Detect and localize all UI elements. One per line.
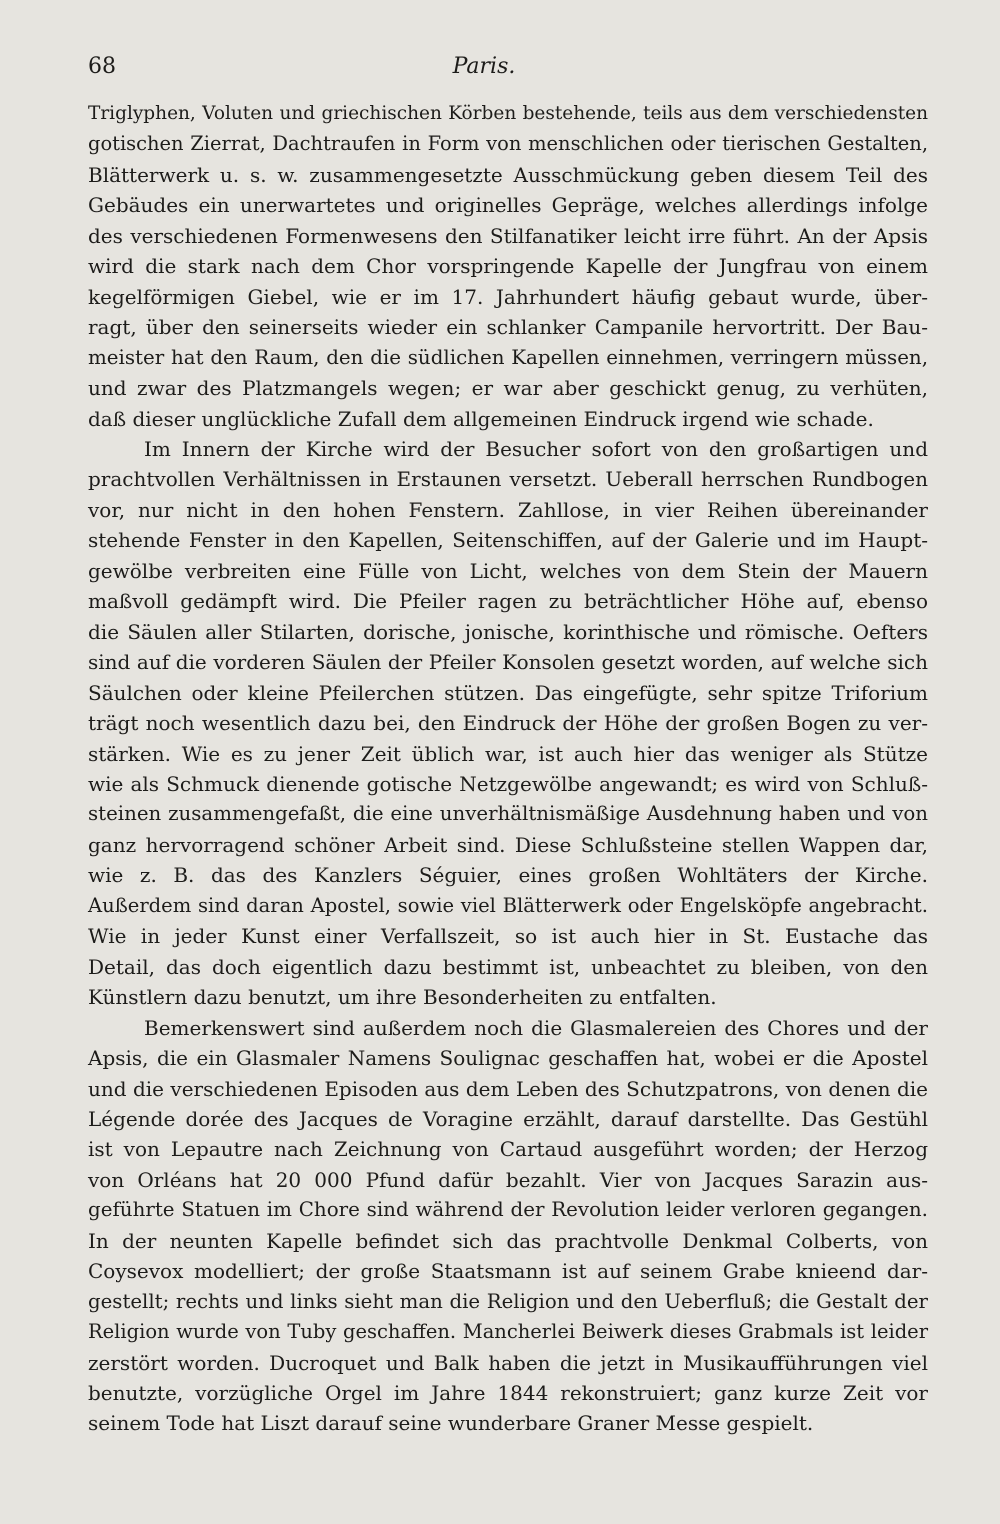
text-line: Légende dorée des Jacques de Voragine erzählt, darauf darstellte. Das Gestühl — [88, 1106, 928, 1131]
text-line: sind auf die vorderen Säulen der Pfeiler Konsolen gesetzt worden, auf welche sich — [88, 650, 928, 675]
text-line: Künstlern dazu benutzt, um ihre Besonderheiten zu entfalten. — [88, 985, 717, 1010]
text-line: steinen zusammengefaßt, die eine unverhältnismäßige Ausdehnung haben und von — [88, 802, 928, 826]
text-line: trägt noch wesentlich dazu bei, den Eindruck der Höhe der großen Bogen zu ver- — [88, 711, 928, 736]
text-line: wie als Schmuck dienende gotische Netzgewölbe angewandt; es wird von Schluß- — [88, 771, 928, 796]
text-line: In der neunten Kapelle befindet sich das prachtvolle Denkmal Colberts, von — [88, 1228, 928, 1253]
text-line: wird die stark nach dem Chor vorspringende Kapelle der Jungfrau von einem — [88, 254, 928, 279]
text-line: gewölbe verbreiten eine Fülle von Licht, welches von dem Stein der Mauern — [88, 558, 928, 583]
text-line: Religion wurde von Tuby geschaffen. Mancherlei Beiwerk dieses Grabmals ist leider — [88, 1320, 928, 1344]
text-line: geführte Statuen im Chore sind während der Revolution leider verloren gegangen. — [88, 1198, 928, 1222]
text-line: seinem Tode hat Liszt darauf seine wunderbare Graner Messe gespielt. — [88, 1411, 814, 1436]
text-line: und zwar des Platzmangels wegen; er war aber geschickt genug, zu verhüten, — [88, 376, 928, 401]
text-line: von Orléans hat 20 000 Pfund dafür bezahlt. Vier von Jacques Sarazin aus- — [88, 1167, 928, 1192]
paragraph — [88, 434, 928, 1013]
text-line: Außerdem sind daran Apostel, sowie viel Blätterwerk oder Engelsköpfe angebracht. — [88, 893, 928, 917]
text-line: meister hat den Raum, den die südlichen Kapellen einnehmen, verringern müssen, — [88, 345, 928, 369]
text-line: vor, nur nicht in den hohen Fenstern. Zahllose, in vier Reihen übereinander — [88, 497, 928, 522]
running-title: Paris. — [452, 54, 516, 79]
text-line: Coysevox modelliert; der große Staatsmann ist auf seinem Grabe knieend dar- — [88, 1259, 928, 1284]
text-line: daß dieser unglückliche Zufall dem allgemeinen Eindruck irgend wie schade. — [88, 406, 874, 431]
text-line: die Säulen aller Stilarten, dorische, jonische, korinthische und römische. Oefters — [88, 619, 928, 644]
text-line: ist von Lepautre nach Zeichnung von Cartaud ausgeführt worden; der Herzog — [88, 1137, 928, 1162]
text-line: Apsis, die ein Glasmaler Namens Soulignac geschaffen hat, wobei er die Apostel — [88, 1046, 928, 1071]
text-line: Detail, das doch eigentlich dazu bestimmt ist, unbeachtet zu bleiben, von den — [88, 954, 928, 979]
text-line: zerstört worden. Ducroquet und Balk haben die jetzt in Musikaufführungen viel — [88, 1350, 928, 1375]
text-line: wie z. B. das des Kanzlers Séguier, eines großen Wohltäters der Kirche. — [88, 863, 928, 888]
text-line: stehende Fenster in den Kapellen, Seitenschiffen, auf der Galerie und im Haupt- — [88, 528, 928, 553]
text-line: maßvoll gedämpft wird. Die Pfeiler ragen zu beträchtlicher Höhe auf, ebenso — [88, 589, 928, 614]
text-line: des verschiedenen Formenwesens den Stilfanatiker leicht irre führt. An der Apsis — [88, 223, 928, 248]
text-line: prachtvollen Verhältnissen in Erstaunen versetzt. Ueberall herrschen Rundbogen — [88, 467, 928, 492]
text-line: gotischen Zierrat, Dachtraufen in Form von menschlichen oder tierischen Gestalten, — [88, 132, 928, 156]
running-head — [88, 54, 880, 84]
text-line: Wie in jeder Kunst einer Verfallszeit, so ist auch hier in St. Eustache das — [88, 924, 928, 949]
text-line: ragt, über den seinerseits wieder ein schlanker Campanile hervortritt. Der Bau- — [88, 315, 928, 340]
text-line: Triglyphen, Voluten und griechischen Körben bestehende, teils aus dem verschiedensten — [88, 103, 928, 124]
body-text — [88, 99, 928, 1439]
text-line: Säulchen oder kleine Pfeilerchen stützen. Das eingefügte, sehr spitze Triforium — [88, 680, 928, 705]
text-line: Im Innern der Kirche wird der Besucher sofort von den großartigen und — [144, 436, 928, 461]
text-line: gestellt; rechts und links sieht man die Religion und den Ueberfluß; die Gestalt der — [88, 1289, 928, 1313]
paragraph — [88, 1013, 928, 1439]
text-line: ganz hervorragend schöner Arbeit sind. Diese Schlußsteine stellen Wappen dar, — [88, 832, 928, 857]
text-line: und die verschiedenen Episoden aus dem Leben des Schutzpatrons, von denen die — [88, 1076, 928, 1101]
text-line: Gebäudes ein unerwartetes und originelles Gepräge, welches allerdings infolge — [88, 193, 928, 218]
text-line: stärken. Wie es zu jener Zeit üblich war, ist auch hier das weniger als Stütze — [88, 741, 928, 766]
text-line: Bemerkenswert sind außerdem noch die Glasmalereien des Chores und der — [144, 1015, 928, 1040]
page-number: 68 — [88, 54, 116, 79]
text-line: Blätterwerk u. s. w. zusammengesetzte Ausschmückung geben diesem Teil des — [88, 162, 928, 187]
text-line: benutzte, vorzügliche Orgel im Jahre 1844 rekonstruiert; ganz kurze Zeit vor — [88, 1381, 928, 1406]
text-line: kegelförmigen Giebel, wie er im 17. Jahrhundert häufig gebaut wurde, über- — [88, 284, 928, 309]
paragraph — [88, 99, 928, 434]
